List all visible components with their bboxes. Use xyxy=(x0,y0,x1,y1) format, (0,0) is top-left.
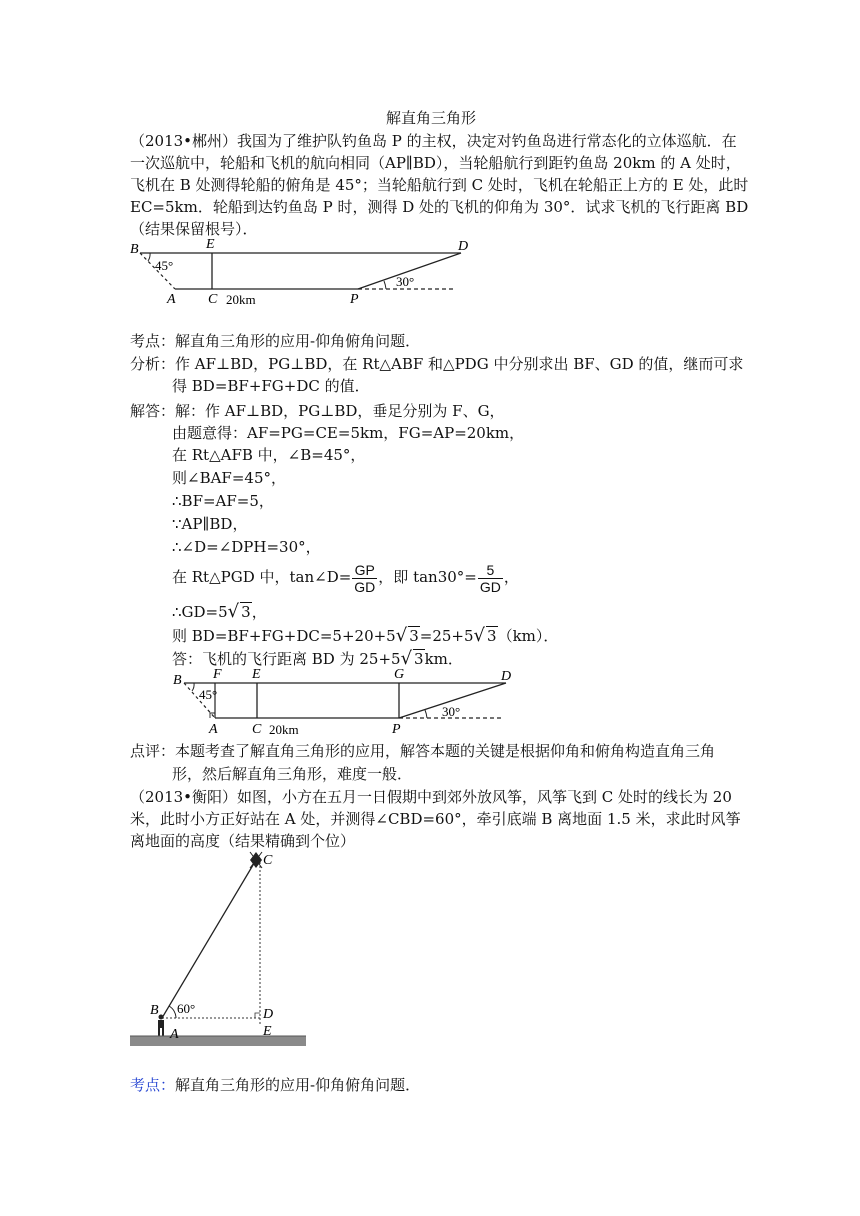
figure-2 xyxy=(170,666,522,738)
label-b: B xyxy=(150,1003,159,1018)
label-b: B xyxy=(130,242,139,257)
problem2-line: 离地面的高度（结果精确到个位） xyxy=(130,832,356,850)
angle-arc-30 xyxy=(384,281,386,289)
kite-string xyxy=(162,860,256,1018)
solution-line: ∴BF=AF=5， xyxy=(172,492,274,510)
bd-text: （km）． xyxy=(497,627,559,645)
label-d: D xyxy=(501,669,512,684)
tan-text: ，即 tan30°= xyxy=(378,568,477,586)
sqrt-symbol: √ xyxy=(400,648,413,669)
label-p: P xyxy=(350,292,359,307)
solution-line-bd xyxy=(172,625,558,647)
label-45: 45° xyxy=(155,258,174,273)
label-a: A xyxy=(170,1027,179,1042)
label-45: 45° xyxy=(199,687,218,702)
tan-text: 在 Rt△PGD 中，tan∠D= xyxy=(172,568,352,586)
person-icon xyxy=(158,1015,164,1037)
angle-arc-30 xyxy=(425,710,427,718)
fraction-gp-gd xyxy=(352,562,377,595)
sqrt-radicand: 3 xyxy=(414,650,424,668)
dianping-line: 点评：本题考查了解直角三角形的应用，解答本题的关键是根据仰角和俯角构造直角三角 xyxy=(130,742,716,760)
label-e: E xyxy=(263,1024,272,1039)
label-20km: 20km xyxy=(269,722,299,737)
problem1-line: EC=5km．轮船到达钓鱼岛 P 时，测得 D 处的飞机的仰角为 30°．试求飞机的飞行距离 BD xyxy=(130,198,749,216)
fraction-denominator: GD xyxy=(354,578,376,595)
label-e: E xyxy=(206,237,215,252)
solution-line: 在 Rt△AFB 中，∠B=45°， xyxy=(172,446,366,464)
solution-line-tan xyxy=(172,560,519,595)
solution-line: 由题意得：AF=PG=CE=5km，FG=AP=20km， xyxy=(172,424,525,442)
problem1-line: （2013•郴州）我国为了维护队钓鱼岛 P 的主权，决定对钓鱼岛进行常态化的立体巡航．在 xyxy=(130,132,737,150)
gd-text: ∴GD=5 xyxy=(172,603,228,621)
fraction-numerator: GP xyxy=(352,562,377,579)
label-c: C xyxy=(208,292,218,307)
problem1-line: 一次巡航中，轮船和飞机的航向相同（AP∥BD），当轮船航行到距钓鱼岛 20km 的 A 处时， xyxy=(130,154,741,172)
label-c: C xyxy=(252,722,262,737)
label-c: C xyxy=(263,853,273,868)
kaodian-label: 考点： xyxy=(130,1076,176,1094)
angle-arc-60 xyxy=(169,1006,176,1018)
solution-line: ∵AP∥BD， xyxy=(172,515,248,533)
solution-line: 解答：解：作 AF⊥BD，PG⊥BD，垂足分别为 F、G， xyxy=(130,402,505,420)
sqrt-radicand: 3 xyxy=(487,627,497,645)
fenxi-line: 得 BD=BF+FG+DC 的值． xyxy=(172,377,370,395)
problem2-line: 米，此时小方正好站在 A 处，并测得∠CBD=60°，牵引底端 B 离地面 1.5 米，求此时风筝 xyxy=(130,810,741,828)
dianping-line: 形，然后解直角三角形，难度一般． xyxy=(172,765,413,783)
label-30: 30° xyxy=(396,274,415,289)
kaodian: 考点：解直角三角形的应用-仰角俯角问题． xyxy=(130,332,421,350)
tan-text: ， xyxy=(503,568,519,586)
angle-arc-45 xyxy=(148,253,150,261)
fraction-numerator: 5 xyxy=(478,562,503,579)
bd-text: =25+5 xyxy=(419,627,474,645)
solution-line: ∴∠D=∠DPH=30°， xyxy=(172,538,321,556)
problem2-line: （2013•衡阳）如图，小方在五月一日假期中到郊外放风筝，风筝飞到 C 处时的线长为 20 xyxy=(130,788,732,806)
sqrt-symbol: √ xyxy=(227,601,240,622)
sqrt-symbol: √ xyxy=(473,625,486,646)
fenxi-line: 分析：作 AF⊥BD，PG⊥BD，在 Rt△ABF 和△PDG 中分别求出 BF、GD 的值，继而可求 xyxy=(130,355,744,373)
label-a: A xyxy=(167,292,176,307)
label-d: D xyxy=(458,239,469,254)
label-b: B xyxy=(173,673,182,688)
sqrt-radicand: 3 xyxy=(409,627,419,645)
answer-text: 答：飞机的飞行距离 BD 为 25+5 xyxy=(172,650,401,668)
label-g: G xyxy=(394,667,405,682)
label-f: F xyxy=(213,667,222,682)
angle-arc-45 xyxy=(192,683,194,691)
page-title: 解直角三角形 xyxy=(386,109,477,127)
label-20km: 20km xyxy=(226,292,256,307)
solution-line-gd xyxy=(172,601,267,623)
kite-icon xyxy=(250,852,262,868)
right-angle-d xyxy=(255,1013,260,1018)
label-30: 30° xyxy=(442,704,461,719)
bd-text: 则 BD=BF+FG+DC=5+20+5 xyxy=(172,627,396,645)
label-d: D xyxy=(263,1007,274,1022)
figure-1 xyxy=(128,236,478,308)
kaodian-2 xyxy=(130,1074,420,1096)
fraction-5-gd xyxy=(478,562,503,595)
label-p: P xyxy=(392,722,401,737)
label-60: 60° xyxy=(177,1001,196,1016)
sqrt-symbol: √ xyxy=(395,625,408,646)
problem1-line: （结果保留根号）． xyxy=(130,220,258,238)
problem1-line: 飞机在 B 处测得轮船的俯角是 45°；当轮船航行到 C 处时，飞机在轮船正上方的 E 处，此时 xyxy=(130,176,749,194)
sqrt-radicand: 3 xyxy=(241,603,251,621)
ground xyxy=(130,1036,306,1046)
label-e: E xyxy=(252,667,261,682)
kaodian-text: 解直角三角形的应用-仰角俯角问题． xyxy=(175,1076,421,1094)
label-a: A xyxy=(209,722,218,737)
solution-line: 则∠BAF=45°， xyxy=(172,469,286,487)
answer-text: km． xyxy=(424,650,463,668)
gd-text: ， xyxy=(251,603,267,621)
fraction-denominator: GD xyxy=(479,578,501,595)
figure-3 xyxy=(130,846,310,1052)
